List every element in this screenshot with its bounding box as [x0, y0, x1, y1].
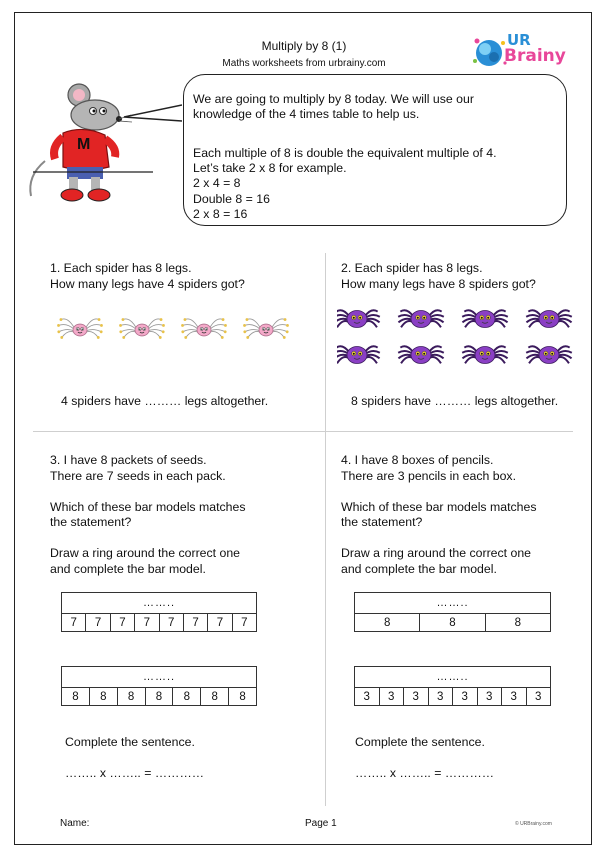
worksheet-page [14, 12, 592, 845]
bar-model-part: 8 [117, 688, 145, 706]
spider-icon [526, 310, 572, 327]
question-4-sentence[interactable]: …….. x …….. = ………… [355, 766, 495, 780]
mascot-shirt-letter: M [77, 136, 91, 153]
question-2-answer-sentence: 8 spiders have ……… legs altogether. [351, 394, 559, 408]
intro-paragraph-2: Each multiple of 8 is double the equivalent multiple of 4. Let’s take 2 x 8 for example. 2 x 4 = 8 Double 8 = 16 2 x 8 = 16 [193, 146, 497, 221]
bar-model-part: 7 [62, 614, 86, 632]
bar-model-part: 7 [232, 614, 256, 632]
bar-model-part: 3 [404, 688, 429, 706]
bar-model-total[interactable]: …….. [355, 593, 551, 614]
intro-paragraph-1: We are going to multiply by 8 today. We will use our knowledge of the 4 times table to help us. [193, 92, 474, 122]
question-2-text: 2. Each spider has 8 legs. How many legs have 8 spiders got? [341, 261, 536, 291]
question-3-bar-model-1[interactable] [61, 592, 257, 632]
bar-model-part: 7 [135, 614, 159, 632]
bar-model-part: 8 [145, 688, 173, 706]
question-4-text: 4. I have 8 boxes of pencils. There are 3 pencils in each box. Which of these bar models matches the statement? Draw a ring around the correct one and complete the bar model. [341, 453, 537, 576]
question-1-spiders [45, 308, 305, 348]
bar-model-part: 7 [208, 614, 232, 632]
bar-model-total[interactable]: …….. [62, 593, 257, 614]
question-3-text: 3. I have 8 packets of seeds. There are 7 seeds in each pack. Which of these bar models matches the statement? Draw a ring around the correct one and complete the bar model. [50, 453, 246, 576]
vertical-divider [325, 253, 326, 806]
speech-bubble-tail-icon [122, 99, 182, 129]
bar-model-part: 8 [420, 614, 485, 632]
name-label: Name: [60, 818, 90, 829]
urbrainy-logo [467, 31, 567, 73]
question-4-complete-label: Complete the sentence. [355, 735, 485, 749]
question-3-complete-label: Complete the sentence. [65, 735, 195, 749]
question-4-bar-model-1[interactable] [354, 592, 551, 632]
bar-model-part: 3 [502, 688, 527, 706]
question-3-bar-model-2[interactable] [61, 666, 257, 706]
question-2-spiders [337, 301, 582, 376]
question-3-sentence[interactable]: …….. x …….. = ………… [65, 766, 205, 780]
spider-icon [398, 346, 444, 363]
spider-icon [398, 310, 444, 327]
bar-model-part: 3 [379, 688, 404, 706]
bar-model-part: 3 [428, 688, 453, 706]
bar-model-part: 8 [173, 688, 201, 706]
spider-icon [337, 310, 380, 327]
bar-model-part: 7 [86, 614, 110, 632]
bar-model-part: 7 [110, 614, 134, 632]
bar-model-part: 8 [355, 614, 420, 632]
bar-model-part: 8 [201, 688, 229, 706]
copyright-notice: © URBrainy.com [515, 821, 552, 827]
bar-model-part: 7 [183, 614, 207, 632]
horizontal-divider [33, 431, 573, 432]
page-number: Page 1 [305, 818, 337, 829]
bar-model-part: 3 [355, 688, 380, 706]
spider-icon [119, 318, 165, 339]
question-4-bar-model-2[interactable] [354, 666, 551, 706]
logo-text-ur: UR [507, 31, 531, 49]
spider-icon [243, 318, 289, 339]
bar-model-part: 3 [477, 688, 502, 706]
bar-model-part: 8 [89, 688, 117, 706]
bar-model-part: 8 [229, 688, 257, 706]
bar-model-part: 7 [159, 614, 183, 632]
question-1-answer-sentence: 4 spiders have ……… legs altogether. [61, 394, 269, 408]
spider-icon [526, 346, 572, 363]
bar-model-total[interactable]: …….. [62, 667, 257, 688]
spider-icon [337, 346, 380, 363]
spider-icon [462, 346, 508, 363]
logo-text-brainy: Brainy [504, 46, 566, 66]
bar-model-total[interactable]: …….. [355, 667, 551, 688]
page-title: Multiply by 8 (1) [261, 39, 347, 53]
page-subtitle: Maths worksheets from urbrainy.com [222, 58, 386, 69]
bar-model-part: 8 [62, 688, 90, 706]
spider-icon [181, 318, 227, 339]
bar-model-part: 3 [526, 688, 551, 706]
bar-model-part: 3 [453, 688, 478, 706]
bar-model-part: 8 [485, 614, 550, 632]
question-1-text: 1. Each spider has 8 legs. How many legs have 4 spiders got? [50, 261, 245, 291]
spider-icon [57, 318, 103, 339]
spider-icon [462, 310, 508, 327]
